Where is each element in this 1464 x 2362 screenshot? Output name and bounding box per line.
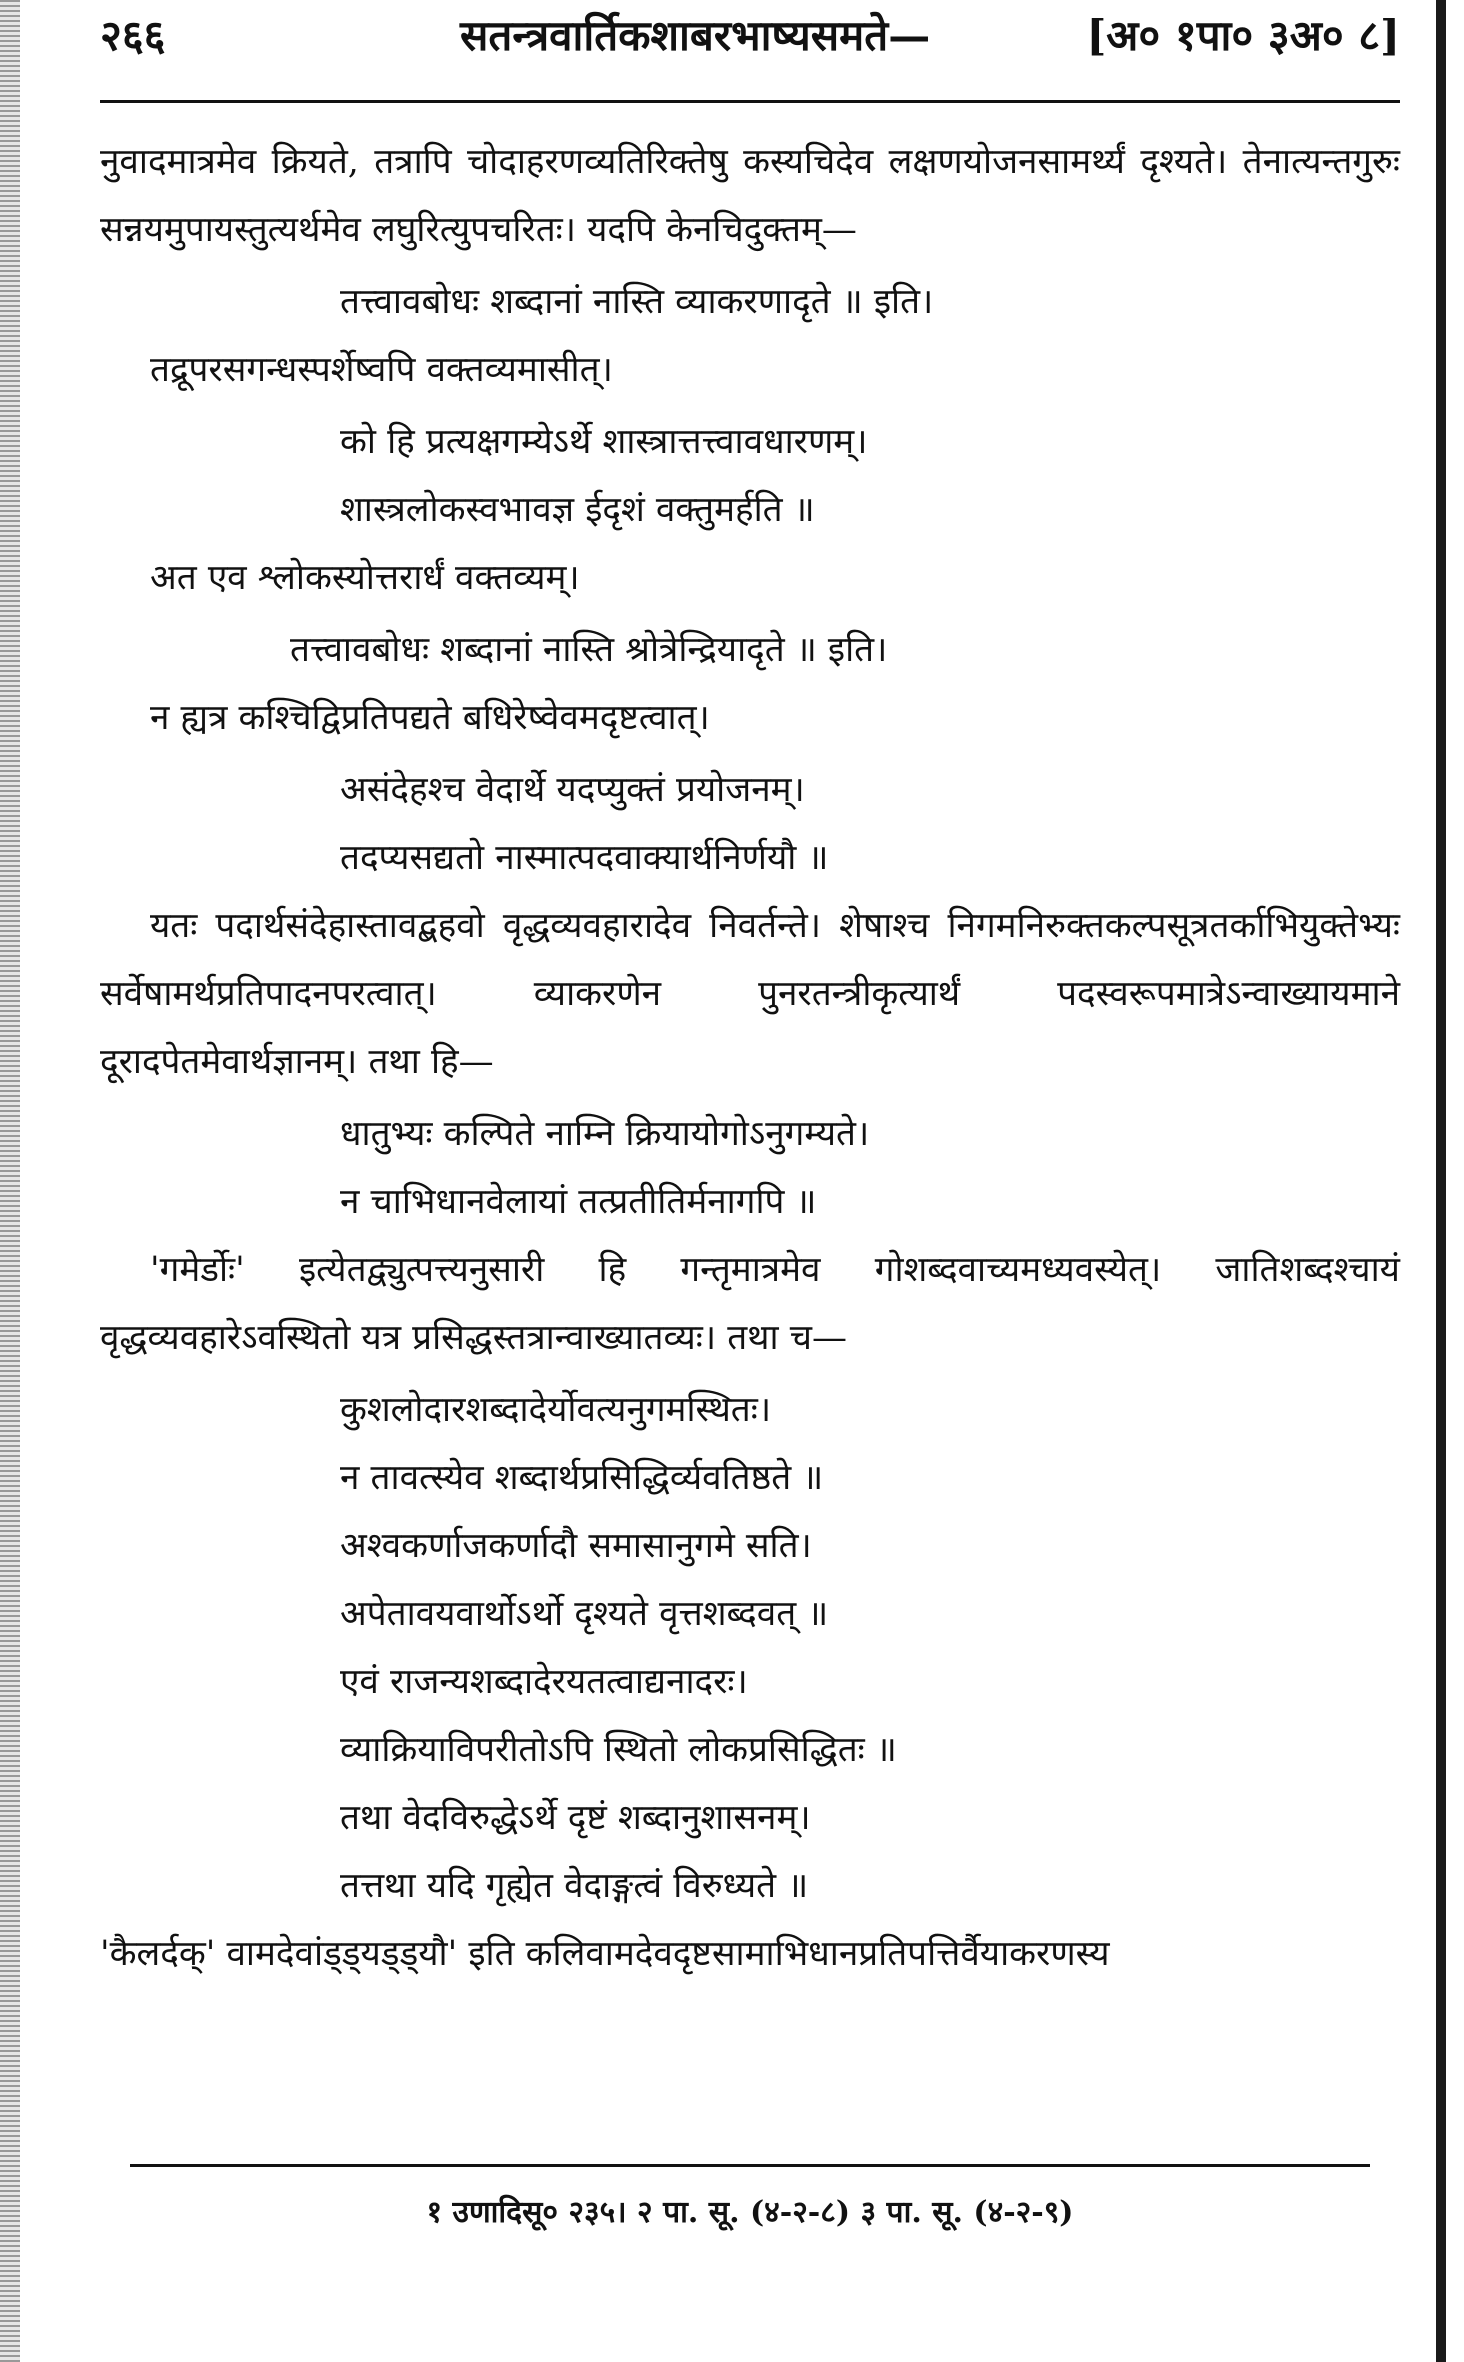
footnotes: १ उणादिसू० २३५। २ पा. सू. (४-२-८) ३ पा. सू. (४-२-९) — [426, 2195, 1074, 2230]
book-page — [100, 0, 1400, 2362]
verse-6-line-4: अपेतावयवार्थोऽर्थो दृश्यते वृत्तशब्दवत् ॥ — [340, 1594, 829, 1634]
page-header — [100, 6, 1400, 66]
paragraph-4: न ह्यत्र कश्चिद्विप्रतिपद्यते बधिरेष्वेवमदृष्टत्वात्। — [150, 698, 710, 738]
verse-6-line-8: तत्तथा यदि गृह्येत वेदाङ्गत्वं विरुध्यते ॥ — [340, 1866, 809, 1906]
page-right-edge — [1436, 0, 1446, 2362]
header-rule — [100, 100, 1400, 103]
verse-6-line-7: तथा वेदविरुद्धेऽर्थे दृष्टं शब्दानुशासनम्। — [340, 1798, 811, 1838]
verse-6-line-1: कुशलोदारशब्दादेर्योवत्यनुगमस्थितः। — [340, 1390, 772, 1430]
paragraph-6: 'गमेर्डोः' इत्येतद्व्युत्पत्त्यनुसारी हि गन्तृमात्रमेव गोशब्दवाच्यमध्यवस्येत्। जातिशब्दश्चायं वृद्धव्यवहारेऽवस्थितो यत्र प्रसिद्धस्तत्रान्वाख्यातव्यः। तथा च— — [100, 1250, 1400, 1358]
verse-4-line-1: असंदेहश्च वेदार्थे यदप्युक्तं प्रयोजनम्। — [340, 770, 805, 810]
verse-6-line-3: अश्वकर्णाजकर्णादौ समासानुगमे सति। — [340, 1526, 812, 1566]
section-reference: [अ० १पा० ३अ० ८] — [1086, 11, 1400, 60]
page-left-edge — [0, 0, 20, 2362]
verse-6-line-5: एवं राजन्यशब्दादेरयतत्वाद्यनादरः। — [340, 1662, 748, 1702]
running-title: सतन्त्रवार्तिकशाबरभाष्यसमते— — [460, 11, 931, 60]
paragraph-2: तद्रूपरसगन्धस्पर्शेष्वपि वक्तव्यमासीत्। — [150, 350, 613, 390]
verse-5-line-2: न चाभिधानवेलायां तत्प्रतीतिर्मनागपि ॥ — [340, 1182, 817, 1222]
verse-2-line-1: को हि प्रत्यक्षगम्येऽर्थे शास्त्रात्तत्त्वावधारणम्। — [340, 422, 868, 462]
paragraph-7: 'कैलर्दक्' वामदेवांड्ड्यड्ड्यौ' इति कलिवामदेवदृष्टसामाभिधानप्रतिपत्तिर्वैयाकरणस्य — [100, 1934, 1110, 1974]
verse-3: तत्त्वावबोधः शब्दानां नास्ति श्रोत्रेन्द्रियादृते ॥ इति। — [290, 630, 888, 670]
verse-1: तत्त्वावबोधः शब्दानां नास्ति व्याकरणादृते ॥ इति। — [340, 282, 934, 322]
verse-6-line-6: व्याक्रियाविपरीतोऽपि स्थितो लोकप्रसिद्धितः ॥ — [340, 1730, 897, 1770]
paragraph-3: अत एव श्लोकस्योत्तरार्धं वक्तव्यम्। — [150, 558, 580, 598]
paragraph-5: यतः पदार्थसंदेहास्तावद्बहवो वृद्धव्यवहारादेव निवर्तन्ते। शेषाश्च निगमनिरुक्तकल्पसूत्रतर्काभियुक्तेभ्यः सर्वेषामर्थप्रतिपादनपरत्वात्। व्याकरणेन पुनरतन्त्रीकृत्यार्थं पदस्वरूपमात्रेऽन्वाख्यायमाने दूरादपेतमेवार्थज्ञानम्। तथा हि— — [100, 906, 1400, 1082]
footnote-rule — [130, 2164, 1370, 2167]
verse-2-line-2: शास्त्रलोकस्वभावज्ञ ईदृशं वक्तुमर्हति ॥ — [340, 490, 815, 530]
verse-5-line-1: धातुभ्यः कल्पिते नाम्नि क्रियायोगोऽनुगम्यते। — [340, 1114, 870, 1154]
page-number: २६६ — [100, 11, 166, 60]
verse-6-line-2: न तावत्स्येव शब्दार्थप्रसिद्धिर्व्यवतिष्ठते ॥ — [340, 1458, 824, 1498]
paragraph-1: नुवादमात्रमेव क्रियते, तत्रापि चोदाहरणव्यतिरिक्तेषु कस्यचिदेव लक्षणयोजनसामर्थ्यं दृश्यते। तेनात्यन्तगुरुः सन्नयमुपायस्तुत्यर्थमेव लघुरित्युपचरितः। यदपि केनचिदुक्तम्— — [100, 142, 1400, 250]
verse-4-line-2: तदप्यसद्यतो नास्मात्पदवाक्यार्थनिर्णयौ ॥ — [340, 838, 829, 878]
main-text — [100, 128, 1400, 1992]
